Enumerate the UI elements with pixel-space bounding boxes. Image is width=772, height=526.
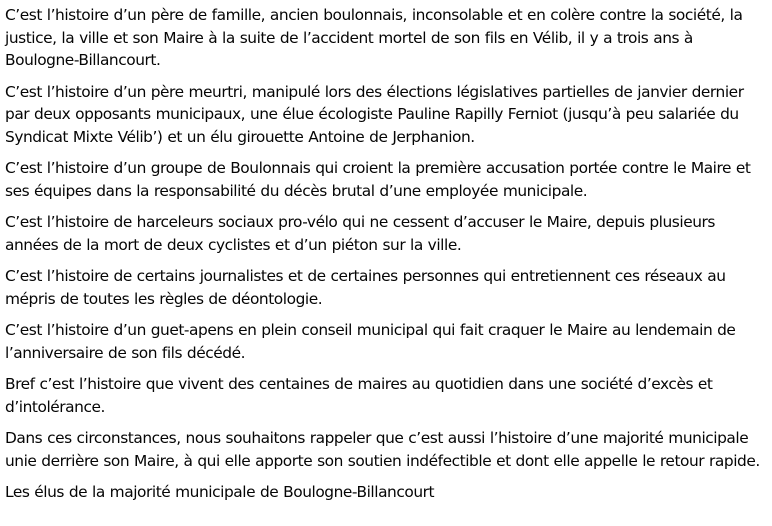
paragraph-journalists: C’est l’histoire de certains journalistes et de certaines personnes qui entretiennent ces réseaux au mépris de toutes les règles de déontologie. [5, 267, 726, 308]
post-signature: Les élus de la majorité municipale de Boulogne-Billancourt [5, 483, 435, 501]
paragraph-harassers: C’est l’histoire de harceleurs sociaux pro-vélo qui ne cessent d’accuser le Maire, depuis plusieurs années de la mort de deux cyclistes et d’un piéton sur la ville. [5, 213, 715, 254]
post-body [5, 4, 769, 504]
paragraph-father-grieving: C’est l’histoire d’un père de famille, ancien boulonnais, inconsolable et en colère contre la société, la justice, la ville et son Maire à la suite de l’accident mortel de son fils en Vélib, il y a trois ans à Boulogne-Billancourt. [5, 6, 743, 69]
paragraph-ambush: C’est l’histoire d’un guet-apens en plein conseil municipal qui fait craquer le Maire au lendemain de l’anniversaire de son fils décédé. [5, 321, 736, 362]
paragraph-father-manipulated: C’est l’histoire d’un père meurtri, manipulé lors des élections législatives partielles de janvier dernier par deux opposants municipaux, une élue écologiste Pauline Rapilly Ferniot (jusqu’à peu salariée du Syndicat Mixte Vélib’) et un élu girouette Antoine de Jerphanion. [5, 82, 744, 146]
paragraph-support: Dans ces circonstances, nous souhaitons rappeler que c’est aussi l’histoire d’une majorité municipale unie derrière son Maire, à qui elle apporte son soutien indéfectible et dont elle appelle le retour rapide. [5, 429, 760, 470]
paragraph-boulonnais-group: C’est l’histoire d’un groupe de Boulonnais qui croient la première accusation portée contre le Maire et ses équipes dans la responsabilité du décès brutal d’une employée municipale. [5, 159, 751, 200]
paragraph-mayors: Bref c’est l’histoire que vivent des centaines de maires au quotidien dans une société d’excès et d’intolérance. [5, 375, 713, 416]
